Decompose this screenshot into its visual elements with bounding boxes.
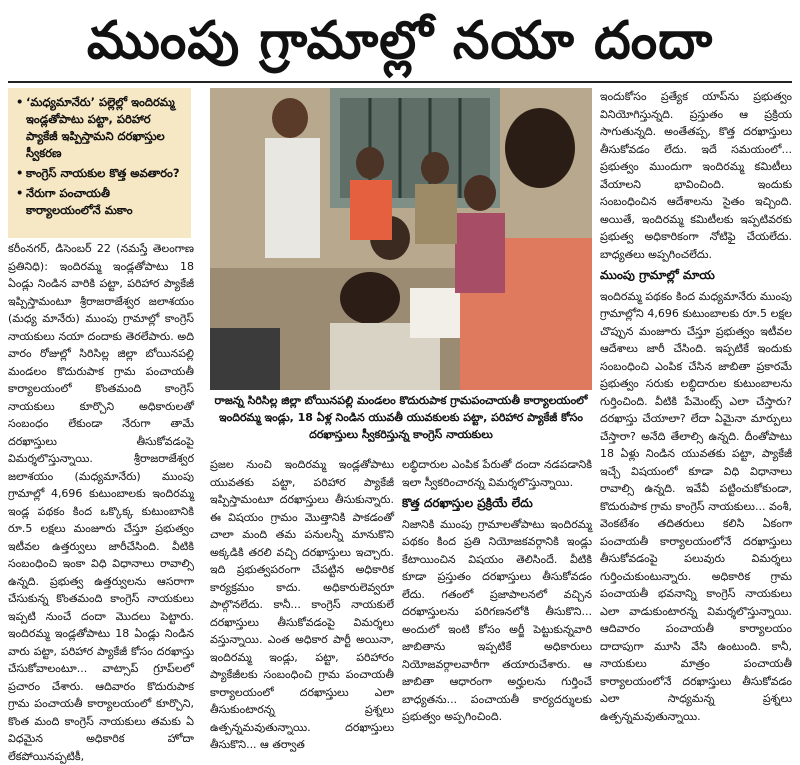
article-column-3: లబ్ధిదారుల ఎంపిక పేరుతో దందా నడపడానికి ఇలా స్వీకరించారన్న విమర్శలొస్తున్నాయి. కొత్త దరఖాస్తుల ప్రక్రియే లేదు నిజానికి ముంపు గ్రామాలతోపాటు ఇందిరమ్మ పథకం కింద ప్రతి నియోజకవర్గానికి ఇండ్లు కేటాయించిన విషయం తెలిసిందే. వీటికి కూడా ప్రస్తుతం దరఖాస్తులు తీసుకోవడం లేదు. గతంలో ప్రజాపాలనలో వచ్చిన దరఖాస్తులను పరిగణనలోకి తీసుకొని... అందులో ఇంటి కోసం అర్జీ పెట్టుకున్నవారి జాబితాను ఇప్పటికే అధికారులు నియోజవర్గాలవారీగా తయారుచేశారు. ఆ జాబితా ఆధారంగా అర్హులను గుర్తించే బాధ్యతను... పంచాయతీ కార్యదర్శులకు ప్రభుత్వం అప్పగించింది. xyxy=(402,458,592,723)
photo-caption: రాజన్న సిరిసిల్ల జిల్లా బోయినపల్లి మండలం కొదురుపాక గ్రామపంచాయతీ కార్యాలయంలో ఇందిరమ్మ ఇండ్లు, 18 ఏళ్ల నిండిన యువతీ యువకులకు పట్టా, పరిహార ప్యాకేజీ కోసం దరఖాస్తులు స్వీకరిస్తున్న కాంగ్రెస్ నాయకులు xyxy=(214,394,588,441)
article-column-2: ప్రజల నుంచి ఇందిరమ్మ ఇండ్లతోపాటు యువతకు పట్టా, పరిహార ప్యాకేజీ ఇప్పిస్తామంటూ దరఖాస్తులు తీసుకున్నారు. ఈ విషయం గ్రామం మొత్తానికి పాకడంతో చాలా మంది తమ పనులన్నీ మానుకొని అక్కడికి తరలి వచ్చి దరఖాస్తులు ఇచ్చారు. ఇది ప్రభుత్వపరంగా చేపట్టిన అధికారిక కార్యక్రమం కాదు. అధికారులెవ్వరూ పాల్గొనలేదు. కానీ... కాంగ్రెస్ నాయకులే దరఖాస్తులు తీసుకోవడంపై విమర్శలు వస్తున్నాయి. ఎంత అధికార పార్టీ అయినా, ఇందిరమ్మ ఇండ్లు, పట్టా, పరిహారం ప్యాకేజీలకు సంబంధించి గ్రామ పంచాయతీ కార్యాలయంలో దరఖాస్తులు ఎలా తీసుకుంటారన్న ప్రశ్నలు ఉత్పన్నమవుతున్నాయి. దరఖాస్తులు తీసుకొని... ఆ తర్వాత xyxy=(210,458,394,751)
highlights-box xyxy=(8,88,191,238)
highlight-item: • నేరుగా పంచాయతీ కార్యాలయంలోనే మకాం xyxy=(16,186,133,217)
highlight-item: • కాంగ్రెస్ నాయకుల కొత్త అవతారం? xyxy=(16,166,180,180)
highlight-item: • ‘మధ్యమానేరు’ పల్లెల్లో ఇందిరమ్మ ఇండ్లతోపాటు పట్టా, పరిహార ప్యాకేజీ ఇప్పిస్తామని దరఖాస్తుల స్వీకరణ xyxy=(16,95,175,160)
headline-rule xyxy=(8,81,792,83)
article-column-1: కరీంనగర్, డిసెంబర్ 22 (నమస్తే తెలంగాణ ప్రతినిధి): ఇందిరమ్మ ఇండ్లతోపాటు 18 ఏండ్లు నిండిన వారికి పట్టా, పరిహార ప్యాకేజీ ఇప్పిస్తామంటూ శ్రీరాజరాజేశ్వర జలాశయం (మధ్య మానేరు) ముంపు గ్రామాల్లో కాంగ్రెస్ నాయకులు నయా దందాకు తెరలేపారు. అది వారం రోజుల్లో సిరిసిల్ల జిల్లా బోయినపల్లి మండలం కొదురుపాక గ్రామ పంచాయతీ కార్యాలయంలో కొంతమంది కాంగ్రెస్ నాయకులు కూర్చొని అధికారులతో సంబంధం లేకుండా నేరుగా తామే దరఖాస్తులు తీసుకోవడంపై విమర్శలొస్తున్నాయి. శ్రీరాజరాజేశ్వర జలాశయం (మధ్యమానేరు) ముంపు గ్రామాల్లో 4,696 కుటుంబాలకు ఇందిరమ్మ ఇండ్ల పథకం కింద ఒక్కొక్క కుటుంబానికి రూ.5 లక్షలు మంజూరు చేస్తూ ప్రభుత్వం ఇటీవల ఉత్తర్వులు జారీచేసింది. వీటికి సంబంధించి ఇంకా విధి విధానాలు రావాల్సి ఉన్నది. ప్రభుత్వ ఉత్తర్వులను ఆసరాగా చేసుకున్న కొంతమంది కాంగ్రెస్ నాయకులు ఇప్పటి నుంచే దందా మొదలు పెట్టారు. ఇందిరమ్మ ఇండ్లతోపాటు 18 ఏండ్లు నిండిన వారు పట్టా, పరిహార ప్యాకేజీ కోసం దరఖాస్తు చేసుకోవాలంటూ... వాట్సాప్ గ్రూప్‌లలో ప్రచారం చేశారు. ఆదివారం కొదురుపాక గ్రామ పంచాయతీ కార్యాలయంలో కూర్చొని, కొంత మంది కాంగ్రెస్ నాయకులు తమకు ఏ విధమైన అధికారిక హోదా లేకపోయినప్పటికీ, xyxy=(8,242,194,763)
article-column-4: ఇందుకోసం ప్రత్యేక యాప్‌ను ప్రభుత్వం వినియోగిస్తున్నది. ప్రస్తుతం ఆ ప్రక్రియ సాగుతున్నది. అంతేతప్ప, కొత్త దరఖాస్తులు తీసుకోవడం లేదు. ఇదే సమయంలో... ప్రభుత్వం ముందుగా ఇందిరమ్మ కమిటీలు వేయాలని భావించింది. ఇందుకు సంబంధించిన ఆదేశాలను సైతం ఇచ్చింది. అయితే, ఇందిరమ్మ కమిటీలకు ఇప్పటివరకు ప్రభుత్వ అధికారికంగా నోటిఫై చేయలేదు. బాధ్యతలు అప్పగించలేదు. ముంపు గ్రామాల్లో మాయ ఇందిరమ్మ పథకం కింద మధ్యమానేరు ముంపు గ్రామాల్లోని 4,696 కుటుంబాలకు రూ.5 లక్షల చొప్పున మంజూరు చేస్తూ ప్రభుత్వం ఇటీవల ఆదేశాలు జారీ చేసింది. ఇప్పటికే ఇందుకు సంబంధించి ఎంపిక చేసిన జాబితా ప్రకారమే ప్రభుత్వం సరుకు లబ్ధిదారుల కుటుంబాలను గుర్తించింది. వీటికి పేమెంట్స్ ఎలా చేస్తారు? దరఖాస్తు చేయాలా? లేదా ఏమైనా మార్పులు చేస్తారా? అనేది తేలాల్సి ఉన్నది. దీంతోపాటు 18 ఏళ్లు నిండిన యువతకు పట్టా, ప్యాకేజీ ఇచ్చే విషయంలో కూడా విధి విధానాలు రావాల్సి ఉన్నది. ఇవేవీ పట్టించుకోకుండా, కొదురుపాక గ్రామ కాంగ్రెస్ నాయకులు... వంశీ, వెంకటేశం తదితరులు కలిసి ఏకంగా పంచాయతీ కార్యాలయంలోనే దరఖాస్తులు తీసుకోవడంపై పలువురు విమర్శలు గుర్తించుకుంటున్నారు. అధికారిక గ్రామ పంచాయతీ భవనాన్ని కాంగ్రెస్ నాయకులు ఎలా వాడుకుంటారన్న విమర్శలొస్తున్నాయి. ఆదివారం పంచాయతీ కార్యాలయం దాదాపుగా మూసి వేసి ఉంటుంది. కానీ, నాయకులు మాత్రం పంచాయతీ కార్యాలయంలోనే దరఖాస్తులు తీసుకోవడం ఎలా సాధ్యమన్న ప్రశ్నలు ఉత్పన్నమవుతున్నాయి. xyxy=(600,90,792,723)
headline: ముంపు గ్రామాల్లో నయా దందా xyxy=(86,10,714,71)
news-photo xyxy=(210,88,592,390)
subheading-new-applications: కొత్త దరఖాస్తుల ప్రక్రియే లేదు xyxy=(402,496,533,510)
subheading-submerged-villages: ముంపు గ్రామాల్లో మాయ xyxy=(600,268,715,282)
